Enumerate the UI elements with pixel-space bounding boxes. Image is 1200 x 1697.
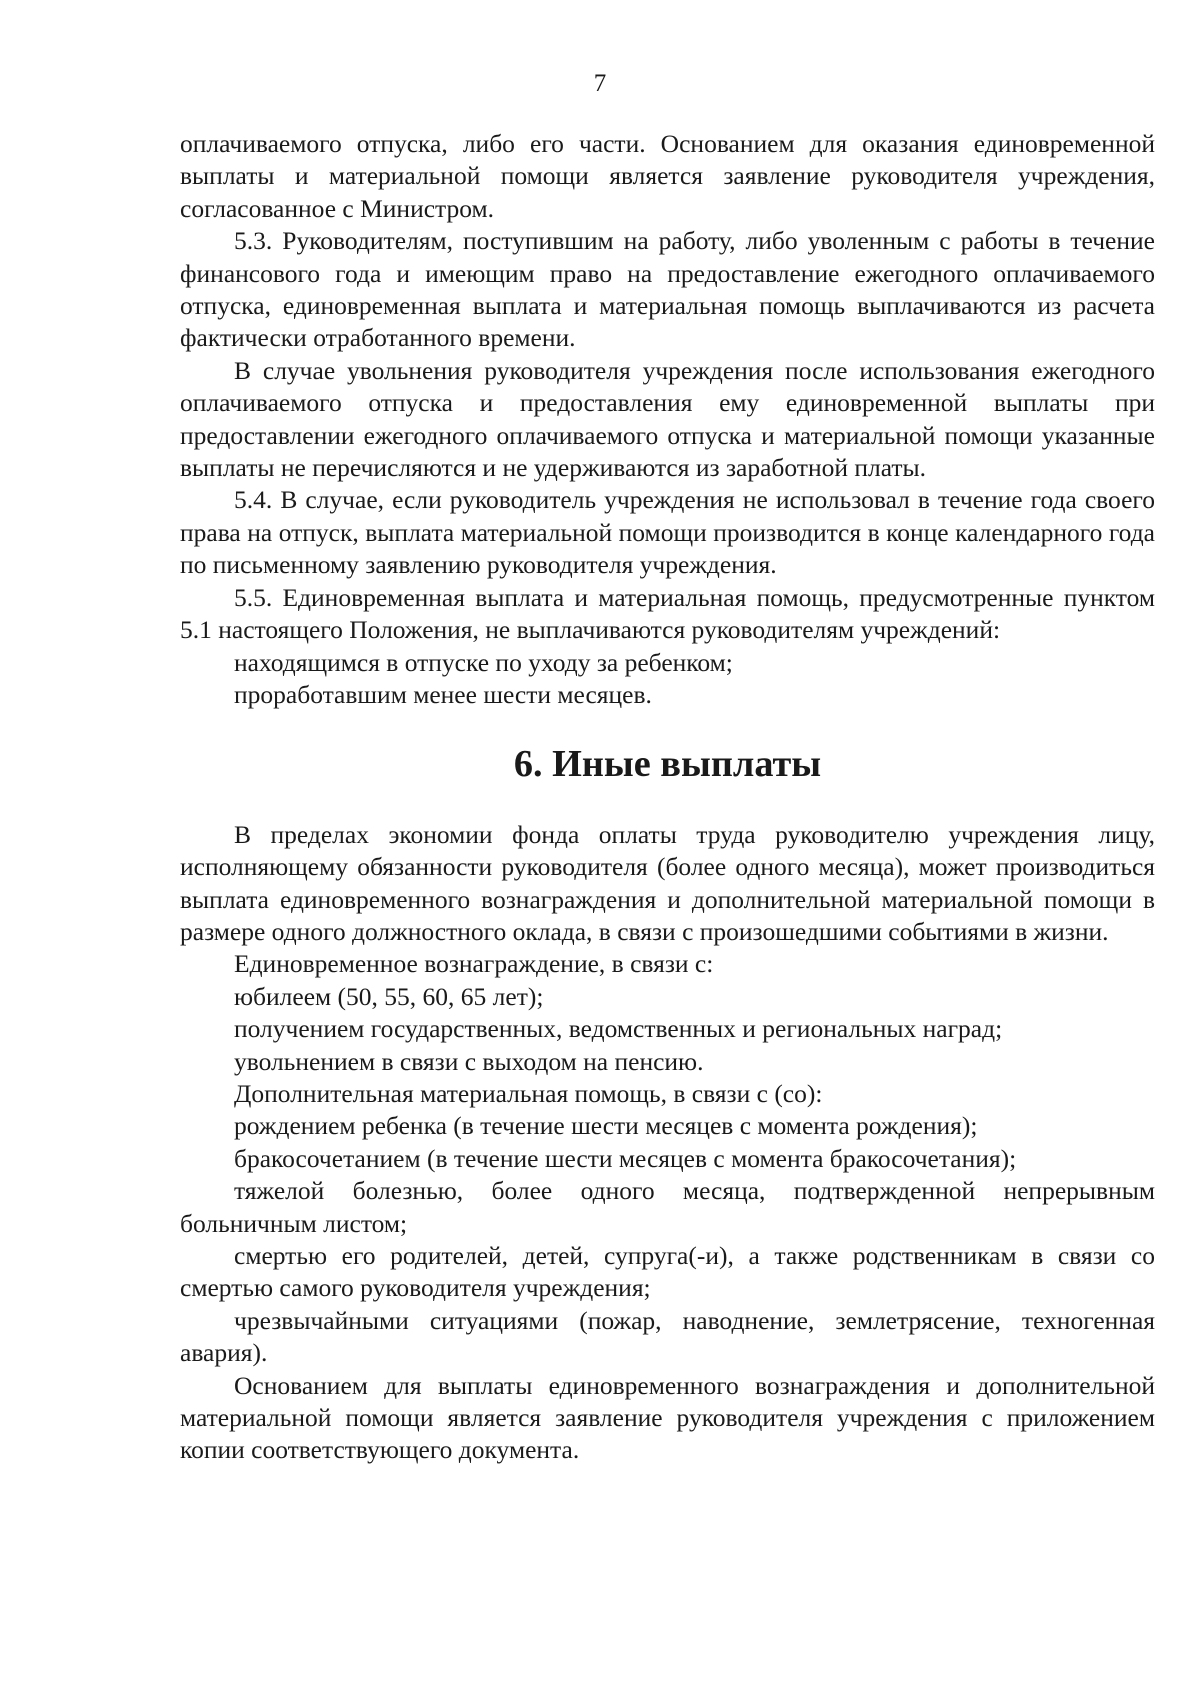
aid-item-death: смертью его родителей, детей, супруга(-и), а также родственникам в связи со смертью самого руководителя учреждения; (180, 1241, 1155, 1303)
paragraph-5-3: 5.3. Руководителям, поступившим на работу, либо уволенным с работы в течение финансового года и имеющим право на предоставление ежегодного оплачиваемого отпуска, единовременная выплата и материальная помощь выплачиваются из расчета фактически отработанного времени. (180, 226, 1155, 353)
aid-item-emergency: чрезвычайными ситуациями (пожар, наводнение, землетрясение, техногенная авария). (180, 1305, 1155, 1368)
reward-item-awards: получением государственных, ведомственных и региональных наград; (234, 1014, 1003, 1044)
paragraph-5-4: 5.4. В случае, если руководитель учреждения не использовал в течение года своего права на отпуск, выплата материальной помощи производится в конце календарного года по письменному заявлению руководителя учреждения. (180, 485, 1155, 580)
paragraph-5-5: 5.5. Единовременная выплата и материальная помощь, предусмотренные пунктом 5.1 настоящего Положения, не выплачиваются руководителям учреждений: (180, 582, 1155, 645)
list-item-six-months: проработавшим менее шести месяцев. (234, 679, 652, 709)
page-number: 7 (593, 70, 607, 97)
paragraph-basis: Основанием для выплаты единовременного вознаграждения и дополнительной материальной помощи является заявление руководителя учреждения с приложением копии соответствующего документа. (180, 1370, 1155, 1465)
aid-item-illness: тяжелой болезнью, более одного месяца, подтвержденной непрерывным больничным листом; (180, 1176, 1155, 1238)
reward-item-retirement: увольнением в связи с выходом на пенсию. (234, 1046, 704, 1076)
reward-heading: Единовременное вознаграждение, в связи с: (234, 949, 714, 979)
aid-heading: Дополнительная материальная помощь, в связи с (со): (234, 1078, 823, 1108)
paragraph-continuation: оплачиваемого отпуска, либо его части. Основанием для оказания единовременной выплаты и материальной помощи является заявление руководителя учреждения, согласованное с Министром. (180, 129, 1155, 223)
section-heading: 6. Иные выплаты (513, 743, 822, 786)
document-body (180, 128, 1155, 1467)
list-item-parental-leave: находящимся в отпуске по уходу за ребенком; (234, 647, 733, 677)
paragraph-dismissal: В случае увольнения руководителя учреждения после использования ежегодного оплачиваемого отпуска и предоставления ему единовременной выплаты при предоставлении ежегодного оплачиваемого отпуска и материальной помощи указанные выплаты не перечисляются и не удерживаются из заработной платы. (180, 355, 1155, 483)
reward-item-jubilee: юбилеем (50, 55, 60, 65 лет); (234, 981, 544, 1011)
aid-item-marriage: бракосочетанием (в течение шести месяцев с момента бракосочетания); (234, 1143, 1017, 1173)
paragraph-section-intro: В пределах экономии фонда оплаты труда руководителю учреждения лицу, исполняющему обязанности руководителя (более одного месяца), может производиться выплата единовременного вознаграждения и дополнительной материальной помощи в размере одного должностного оклада, в связи с произошедшими событиями в жизни. (180, 819, 1155, 946)
aid-item-birth: рождением ребенка (в течение шести месяцев с момента рождения); (234, 1111, 978, 1141)
